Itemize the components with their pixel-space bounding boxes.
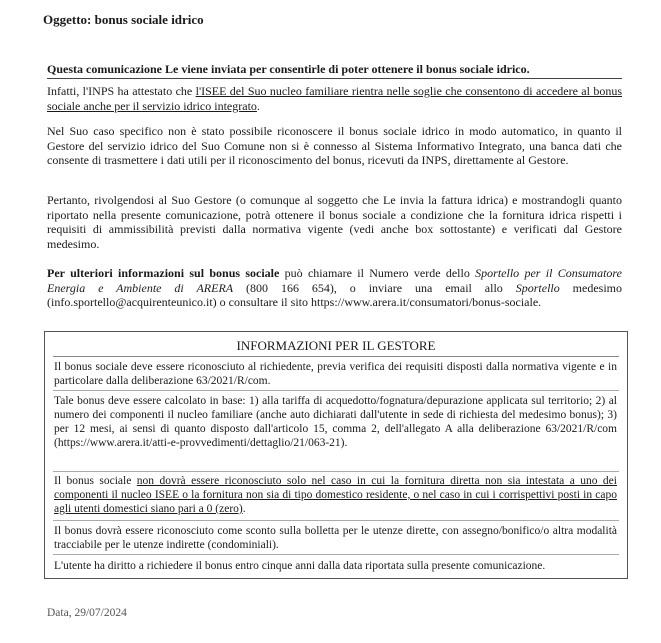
box-divider: [53, 520, 619, 521]
gestore-info-box: [44, 331, 628, 579]
p4-a: può chiamare il Numero verde dello: [279, 266, 476, 280]
box-divider: [53, 390, 619, 391]
b3-underlined: non dovrà essere riconosciuto solo nel caso in cui la fornitura diretta non sia intestata a uno dei componenti il nucleo ISEE o la fornitura non sia di tipo domestico residente, o nel caso in cui i corrispettivi posti in capo agli utenti domestici siano pari a 0 (zero): [54, 475, 617, 515]
p4-sportello: Sportello: [515, 280, 560, 295]
paragraph-automatic-failure: Nel Suo caso specifico non è stato possibile riconoscere il bonus sociale idrico in modo automatico, in quanto il Gestore del servizio idrico del Suo Comune non si è connesso al Sistema Informativo Integrato, una banca dati che consente di trasmettere i dati utili per il riconoscimento del bonus, ricevuti da INPS, direttamente al Gestore.: [47, 124, 622, 167]
p4-bold: Per ulteriori informazioni sul bonus sociale: [47, 266, 280, 280]
box-paragraph-calculation: Tale bonus deve essere calcolato in base: 1) alla tariffa di acquedotto/fognatura/depurazione applicata sul territorio; 2) al numero dei componenti il nucleo familiare (anche auto dichiarati dall'utente in sede di richiesta del medesimo bonus); 3) per 12 mesi, ai sensi di quanto disposto dall'articolo 15, comma 2, dell'allegato A alla deliberazione 63/2021/R/com (https://www.arera.it/atti-e-provvedimenti/dettaglio/21/063-21).: [54, 395, 617, 449]
b3-lead: Il bonus sociale: [54, 475, 137, 487]
box-title-rule: [53, 356, 619, 357]
p4-sportello-arera: Sportello per il Consumatore Energia e Ambiente di ARERA: [47, 266, 622, 295]
box-paragraph-deadline: L'utente ha diritto a richiedere il bonus entro cinque anni dalla data riportata sulla presente comunicazione.: [54, 560, 546, 572]
paragraph-contact-gestore: Pertanto, rivolgendosi al Suo Gestore (o comunque al soggetto che Le invia la fattura idrica) e mostrandogli quanto riportato nella presente comunicazione, potrà ottenere il bonus sociale a condizione che la fornitura idrica rispetti i requisiti di ammissibilità previsti dalla normativa vigente (vedi anche box sottostante) e verificati dal Gestore medesimo.: [47, 193, 622, 251]
p1-lead: Infatti, l'INPS ha attestato che: [47, 84, 196, 98]
p1-tail: .: [256, 98, 260, 113]
paragraph-inps-attestation: [47, 84, 622, 113]
p4-b: (800 166 654), o inviare una email allo: [233, 280, 516, 295]
p4-c: medesimo (info.sportello@acquirenteunico.it) o consultare il sito https://www.arera.it/consumatori/bonus-sociale.: [47, 280, 622, 309]
paragraph-further-info: [47, 266, 622, 310]
box-paragraph-discount: Il bonus dovrà essere riconosciuto come sconto sulla bolletta per le utenze dirette, con assegno/bonifico/o altra modalità tracciabile per le utenze indirette (condominiali).: [54, 525, 617, 551]
b3-tail: .: [242, 503, 246, 515]
document-date: Data, 29/07/2024: [47, 607, 127, 619]
box-title: INFORMAZIONI PER IL GESTORE: [236, 338, 436, 353]
box-divider: [53, 471, 619, 472]
box-paragraph-requirements: Il bonus sociale deve essere riconosciuto al richiedente, previa verifica dei requisiti disposti dalla normativa vigente e in particolare dalla deliberazione 63/2021/R/com.: [54, 361, 617, 387]
subject-line: Oggetto: bonus sociale idrico: [43, 12, 204, 27]
box-divider: [53, 554, 619, 555]
p1-underlined: l'ISEE del Suo nucleo familiare rientra nelle soglie che consentono di accedere al bonus sociale anche per il servizio idrico integrato: [47, 84, 622, 113]
box-paragraph-exclusions: [54, 474, 617, 516]
intro-statement: Questa comunicazione Le viene inviata per consentirle di poter ottenere il bonus sociale idrico.: [47, 62, 622, 79]
